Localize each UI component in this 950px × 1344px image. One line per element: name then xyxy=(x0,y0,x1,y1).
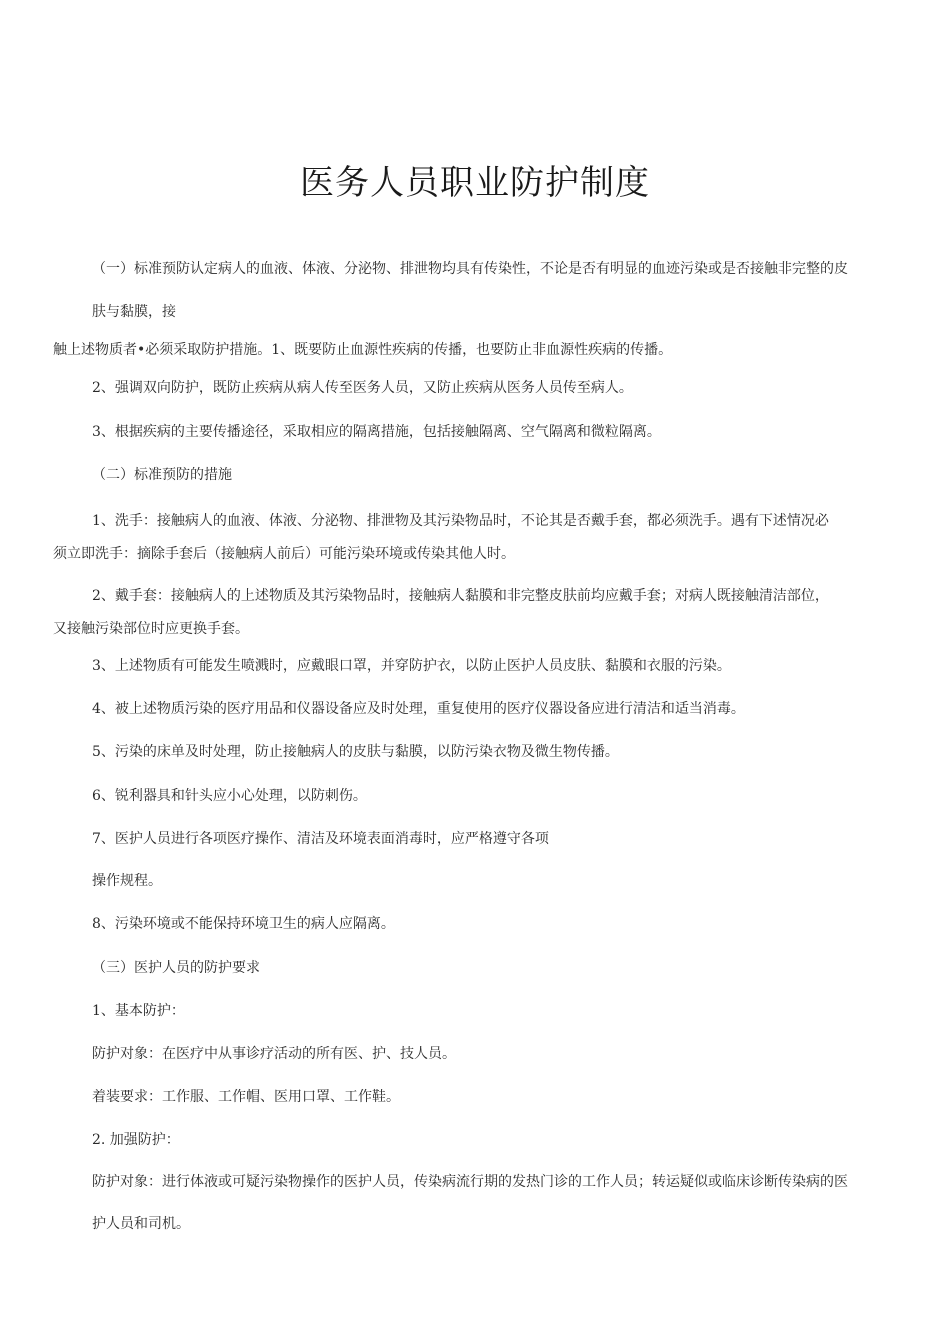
section-heading: （二）标准预防的措施 xyxy=(92,467,232,483)
paragraph-line: 7、医护人员进行各项医疗操作、清洁及环境表面消毒时，应严格遵守各项 xyxy=(92,831,549,847)
paragraph-line: 着装要求：工作服、工作帽、医用口罩、工作鞋。 xyxy=(92,1089,400,1105)
paragraph-line: 触上述物质者•必须采取防护措施。1、既要防止血源性疾病的传播，也要防止非血源性疾病的传播。 xyxy=(53,342,673,358)
paragraph-line: 操作规程。 xyxy=(92,873,162,889)
paragraph-line: 5、污染的床单及时处理，防止接触病人的皮肤与黏膜，以防污染衣物及微生物传播。 xyxy=(92,744,619,760)
paragraph-line: 3、根据疾病的主要传播途径，采取相应的隔离措施，包括接触隔离、空气隔离和微粒隔离。 xyxy=(92,424,661,440)
section-heading: （三）医护人员的防护要求 xyxy=(92,960,260,976)
paragraph-line: 2、戴手套：接触病人的上述物质及其污染物品时，接触病人黏膜和非完整皮肤前均应戴手套；对病人既接触清洁部位， xyxy=(92,588,829,604)
paragraph-line: 又接触污染部位时应更换手套。 xyxy=(53,621,249,637)
document-title: 医务人员职业防护制度 xyxy=(300,163,650,203)
paragraph-line: 防护对象：进行体液或可疑污染物操作的医护人员，传染病流行期的发热门诊的工作人员；转运疑似或临床诊断传染病的医 xyxy=(92,1174,848,1190)
paragraph-line: 须立即洗手：摘除手套后（接触病人前后）可能污染环境或传染其他人时。 xyxy=(53,546,515,562)
paragraph-line: 护人员和司机。 xyxy=(92,1216,190,1232)
paragraph-line: 2. 加强防护： xyxy=(92,1132,180,1148)
paragraph-line: 防护对象：在医疗中从事诊疗活动的所有医、护、技人员。 xyxy=(92,1046,456,1062)
paragraph-line: 1、基本防护： xyxy=(92,1003,185,1019)
paragraph-line: 肤与黏膜，接 xyxy=(92,304,176,320)
paragraph-line: 1、洗手：接触病人的血液、体液、分泌物、排泄物及其污染物品时，不论其是否戴手套，都必须洗手。遇有下述情况必 xyxy=(92,513,829,529)
paragraph-line: （一）标准预防认定病人的血液、体液、分泌物、排泄物均具有传染性，不论是否有明显的血迹污染或是否接触非完整的皮 xyxy=(92,261,848,277)
paragraph-line: 8、污染环境或不能保持环境卫生的病人应隔离。 xyxy=(92,916,395,932)
paragraph-line: 2、强调双向防护，既防止疾病从病人传至医务人员，又防止疾病从医务人员传至病人。 xyxy=(92,380,633,396)
paragraph-line: 6、锐利器具和针头应小心处理，以防刺伤。 xyxy=(92,788,367,804)
paragraph-line: 4、被上述物质污染的医疗用品和仪器设备应及时处理，重复使用的医疗仪器设备应进行清洁和适当消毒。 xyxy=(92,701,745,717)
paragraph-line: 3、上述物质有可能发生喷溅时，应戴眼口罩，并穿防护衣，以防止医护人员皮肤、黏膜和衣服的污染。 xyxy=(92,658,731,674)
